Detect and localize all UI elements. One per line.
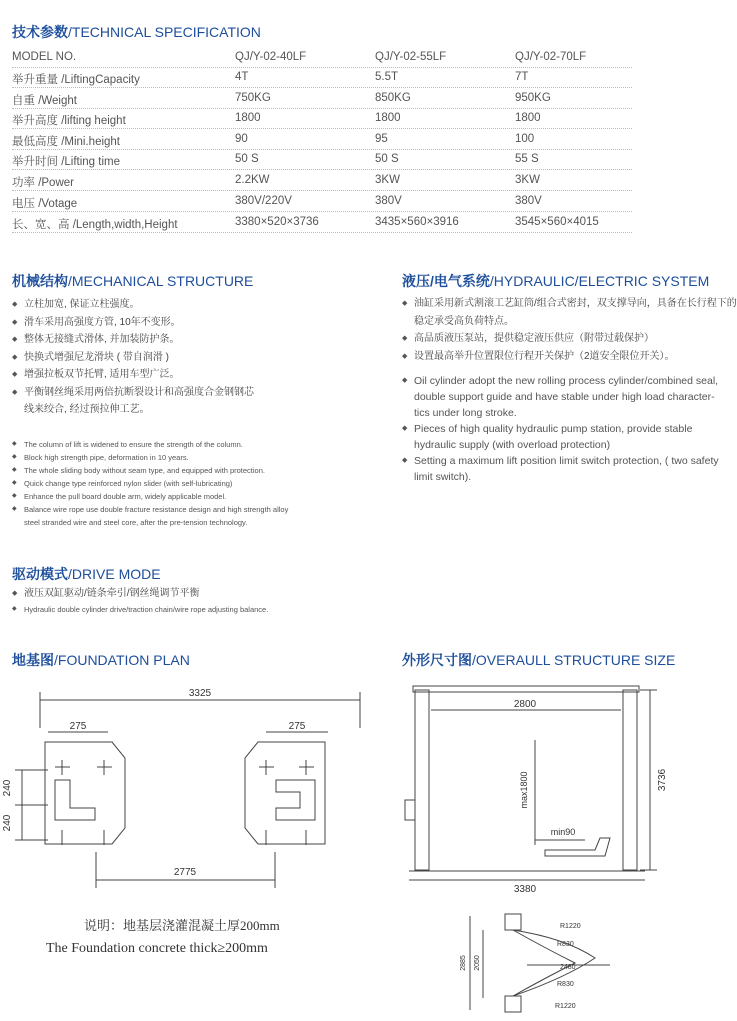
spec-cell: 380V [515,195,542,207]
drive-title-en: /DRIVE MODE [68,566,161,582]
dim-h1: 240 [2,779,13,797]
list-item: ◆ Setting a maximum lift position limit switch protection, ( two safety [402,453,719,469]
list-item: ◆ 快换式增强尼龙滑块 ( 带自润滑 ) [12,349,254,367]
hydraulic-cn-list [402,295,737,365]
list-item: ◆ 立柱加宽, 保证立柱强度。 [12,296,254,314]
spec-row-voltage [12,191,632,212]
list-item: steel stranded wire and steel core, after the pre-tension technology. [24,518,248,527]
spec-cell: 举升时间 /Lifting time [12,156,120,168]
overall-top-drawing [455,908,635,1018]
list-item: ◆ The column of lift is widened to ensure the strength of the column. [12,438,288,451]
spec-cell: 3380×520×3736 [235,216,319,228]
mechanical-cn-list [12,296,254,419]
drive-en-list [12,603,268,616]
drive-section-title [12,564,161,584]
list-item: hydraulic supply (with overload protection) [414,439,611,451]
list-item: ◆ Pieces of high quality hydraulic pump station, provide stable [402,421,719,437]
foundation-section-title [12,650,190,670]
spec-cell: 3545×560×4015 [515,216,599,228]
spec-row-capacity [12,67,632,88]
spec-cell: QJ/Y-02-55LF [375,51,447,63]
drive-cn-list [12,585,200,603]
spec-cell: 100 [515,133,535,145]
list-item: ◆ 增强拉板双节托臂, 适用车型广泛。 [12,366,254,384]
overall-side-drawing [395,680,695,895]
overall-section-title [402,650,675,670]
list-item: ◆ Enhance the pull board double arm, widely applicable model. [12,490,288,503]
spec-cell: 950KG [515,92,551,104]
list-item: ◆ 高品质液压泵站，提供稳定液压供应（附带过载保护） [402,330,737,348]
spec-cell: MODEL NO. [12,51,77,63]
spec-cell: 长、宽、高 /Length,width,Height [12,219,178,231]
spec-cell: 3KW [515,174,540,186]
spec-cell: 电压 /Votage [12,198,78,210]
dim-inner-right: 275 [288,721,306,732]
dim-top-h1: 2885 [460,955,467,971]
list-item: ◆ Block high strength pipe, deformation in 10 years. [12,451,288,464]
hydraulic-section-title [402,271,709,291]
spec-cell: 380V [375,195,402,207]
spec-cell: 4T [235,71,249,83]
spec-cell: 750KG [235,92,271,104]
spec-cell: 50 S [375,153,399,165]
hydraulic-en-list [402,373,719,485]
spec-cell: 1800 [375,112,401,124]
drive-title-cn: 驱动模式 [12,566,68,582]
dim-height: 3736 [657,768,668,792]
list-item: ◆ 平衡钢丝绳采用两倍抗断裂设计和高强度合金钢钢芯 [12,384,254,402]
hydraulic-title-en: /HYDRAULIC/ELECTRIC SYSTEM [489,273,710,289]
spec-row-min-height [12,129,632,150]
list-item: ◆ Oil cylinder adopt the new rolling process cylinder/combined seal, [402,373,719,389]
spec-cell: 自重 /Weight [12,95,77,107]
spec-cell: 50 S [235,153,259,165]
dim-d1: 2480 [560,964,576,971]
mechanical-en-list [12,438,288,529]
list-item: double support guide and have stable under high load character- [414,391,715,403]
mechanical-title-en: /MECHANICAL STRUCTURE [68,273,254,289]
spec-cell: 850KG [375,92,411,104]
dim-inner-width: 2800 [513,699,537,710]
hydraulic-title-cn: 液压/电气系统 [402,273,490,289]
spec-row-power [12,170,632,191]
foundation-note-cn: 说明：地基层浇灌混凝土厚200mm [84,918,280,933]
spec-row-lift-height [12,108,632,129]
dim-r2: R830 [557,941,574,948]
foundation-title-en: /FOUNDATION PLAN [54,652,190,668]
list-item: ◆ Balance wire rope use double fracture resistance design and high strength alloy [12,503,288,516]
spec-title-en: /TECHNICAL SPECIFICATION [68,24,261,40]
dim-total: 3325 [188,688,212,699]
dim-max-lift: max1800 [519,771,529,809]
spec-cell: 90 [235,133,248,145]
spec-cell: 380V/220V [235,195,292,207]
list-item: ◆ Quick change type reinforced nylon slider (with self-lubricating) [12,477,288,490]
spec-cell: 95 [375,133,388,145]
list-item: ◆ The whole sliding body without seam type, and equipped with protection. [12,464,288,477]
foundation-title-cn: 地基图 [12,652,54,668]
spec-cell: 最低高度 /Mini.height [12,136,121,148]
dim-top-h2: 2050 [474,955,481,971]
spec-cell: 举升高度 /lifting height [12,115,126,127]
spec-cell: 1800 [515,112,541,124]
list-item: ◆ 液压双缸驱动/链条牵引/钢丝绳调节平衡 [12,585,200,603]
list-item: ◆ 油缸采用新式割滚工艺缸筒/组合式密封，双支撑导向，具备在长行程下的 [402,295,737,313]
spec-cell: 功率 /Power [12,177,74,189]
spec-row-model [12,47,632,68]
spec-cell: 5.5T [375,71,399,83]
dim-r1: R1220 [560,923,581,930]
spec-cell: 2.2KW [235,174,270,186]
dim-r3: R830 [557,981,574,988]
spec-title-cn: 技术参数 [12,24,68,40]
list-item: 稳定承受高负荷特点。 [414,315,514,327]
list-item: ◆ Hydraulic double cylinder drive/traction chain/wire rope adjusting balance. [12,603,268,616]
spec-cell: 举升重量 /LiftingCapacity [12,74,140,86]
list-item: ◆ 整体无接缝式滑体, 并加装防护条。 [12,331,254,349]
spec-cell: QJ/Y-02-70LF [515,51,587,63]
foundation-plan-drawing [0,680,380,905]
dim-r4: R1220 [555,1003,576,1010]
dim-inner-left: 275 [69,721,87,732]
spec-row-lift-time [12,149,632,170]
overall-title-en: /OVERAULL STRUCTURE SIZE [472,652,676,668]
mechanical-title-cn: 机械结构 [12,273,68,289]
list-item: 线来绞合, 经过预拉伸工艺。 [24,404,150,415]
dim-h2: 240 [2,814,13,832]
list-item: limit switch). [414,471,472,483]
spec-cell: 55 S [515,153,539,165]
list-item: ◆ 滑车采用高强度方管, 10年不变形。 [12,314,254,332]
spec-cell: QJ/Y-02-40LF [235,51,307,63]
overall-title-cn: 外形尺寸图 [402,652,472,668]
dim-span: 2775 [173,867,197,878]
mechanical-section-title [12,271,253,291]
dim-width: 3380 [513,884,537,895]
spec-cell: 3435×560×3916 [375,216,459,228]
spec-cell: 3KW [375,174,400,186]
foundation-note-en: The Foundation concrete thick≥200mm [46,941,268,956]
spec-cell: 1800 [235,112,261,124]
spec-row-weight [12,88,632,109]
list-item: tics under long stroke. [414,407,517,419]
list-item: ◆ 设置最高举升位置限位行程开关保护（2道安全限位开关）。 [402,348,737,366]
dim-min: min90 [550,827,576,837]
spec-section-title [12,22,261,42]
spec-row-dimensions [12,212,632,233]
spec-cell: 7T [515,71,529,83]
